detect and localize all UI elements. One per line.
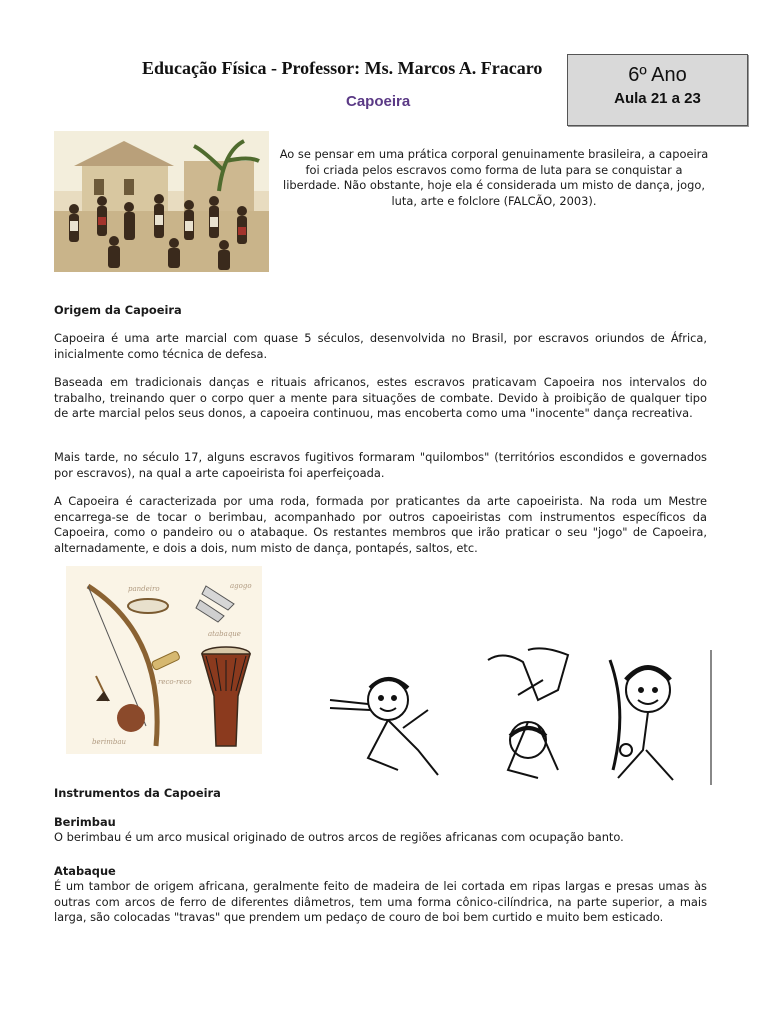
pandeiro-label: pandeiro — [128, 585, 160, 593]
origin-paragraph-1: Capoeira é uma arte marcial com quase 5 séculos, desenvolvida no Brasil, por escravos oriundos de África, inicialmente como técnica de defesa. — [54, 331, 707, 361]
berimbau-heading: Berimbau — [54, 815, 116, 829]
berimbau-paragraph: O berimbau é um arco musical originado de outros arcos de regiões africanas com ocupação banto. — [54, 830, 624, 844]
origin-paragraph-4: A Capoeira é caracterizada por uma roda, formada por praticantes da arte capoeirista. Na roda um Mestre encarrega-se de tocar o berimbau, acompanhado por outros capoeiristas com instrumentos específicos da Capoeira, como o pandeiro ou o atabaque. Os restantes membros que irão praticar o seu "jogo" de Capoeira, alternadamente, e dois a dois, num misto de dança, pontapés, saltos, etc. — [54, 494, 707, 555]
instruments-heading: Instrumentos da Capoeira — [54, 786, 221, 800]
kids-capoeira-cartoon — [328, 640, 712, 785]
lesson-label: Aula 21 a 23 — [614, 90, 701, 107]
page-header-title: Educação Física - Professor: Ms. Marcos A. Fracaro — [142, 58, 543, 78]
intro-paragraph: Ao se pensar em uma prática corporal genuinamente brasileira, a capoeira foi criada pelos escravos como forma de luta para se conquistar a liberdade. Não obstante, hoje ela é considerada um misto de dança, jogo, luta, arte e folclore (FALCÃO, 2003). — [279, 147, 709, 208]
agogo-label: agogo — [230, 582, 252, 590]
atabaque-label: atabaque — [208, 630, 241, 638]
grade-label: 6º Ano — [628, 64, 687, 86]
berimbau-label: berimbau — [92, 738, 127, 746]
origin-heading: Origem da Capoeira — [54, 303, 182, 317]
pandeiro-drawing — [128, 599, 168, 613]
capoeira-painting-image — [54, 131, 269, 272]
origin-paragraph-2: Baseada em tradicionais danças e rituais africanos, estes escravos praticavam Capoeira nos intervalos do trabalho, treinando quer o corpo quer a mente para situações de combate. Devido à proibição de qualquer tipo de arte marcial pelos seus donos, a capoeira continuou, mas encoberta como uma "inocente" dança recreativa. — [54, 375, 707, 421]
origin-paragraph-3: Mais tarde, no século 17, alguns escravos fugitivos formaram "quilombos" (territórios escondidos e governados por escravos), na qual a arte capoeirista foi aperfeiçoada. — [54, 450, 707, 480]
berimbau-gourd — [117, 704, 145, 732]
grade-box — [567, 54, 748, 126]
reco-reco-label: reco-reco — [158, 678, 192, 686]
instruments-illustration — [66, 566, 262, 754]
atabaque-heading: Atabaque — [54, 864, 116, 878]
page-subtitle: Capoeira — [346, 93, 411, 110]
atabaque-paragraph: É um tambor de origem africana, geralmente feito de madeira de lei cortada em ripas largas e presas umas às outras com arcos de ferro de diferentes diâmetros, tem uma forma cônico-cilíndrica, na parte superior, a mais larga, são colocadas "travas" que prendem um pedaço de couro de boi bem curtido e muito bem esticado. — [54, 879, 707, 925]
